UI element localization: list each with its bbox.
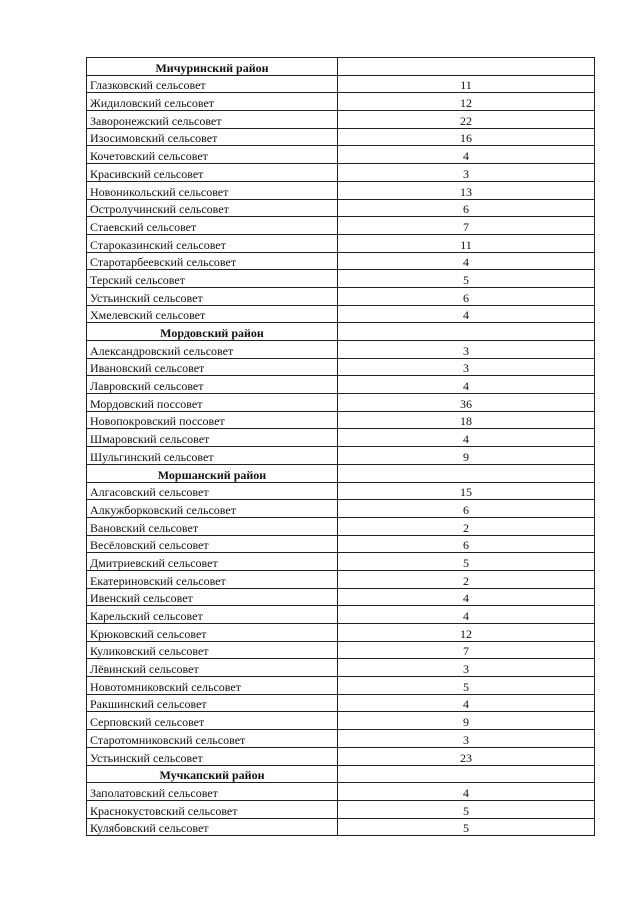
table-row (87, 606, 595, 624)
table-row (87, 694, 595, 712)
table-row (87, 712, 595, 730)
settlement-name: Ивенский сельсовет (87, 588, 338, 606)
settlement-name: Новопокровский поссовет (87, 411, 338, 429)
settlement-value: 3 (338, 164, 595, 182)
table-row (87, 341, 595, 359)
settlement-name: Старотомниковский сельсовет (87, 730, 338, 748)
table-row (87, 447, 595, 465)
table-row (87, 783, 595, 801)
table-row (87, 376, 595, 394)
settlement-value: 15 (338, 482, 595, 500)
settlement-name: Куликовский сельсовет (87, 641, 338, 659)
district-header-row (87, 58, 595, 76)
settlement-value: 9 (338, 712, 595, 730)
table-row (87, 641, 595, 659)
settlement-value: 2 (338, 570, 595, 588)
settlement-value: 4 (338, 783, 595, 801)
table-row (87, 164, 595, 182)
settlement-value: 5 (338, 818, 595, 836)
settlement-value: 13 (338, 181, 595, 199)
settlement-name: Серповский сельсовет (87, 712, 338, 730)
table-body (87, 58, 595, 836)
settlement-name: Старотарбеевский сельсовет (87, 252, 338, 270)
settlement-name: Кочетовский сельсовет (87, 146, 338, 164)
settlement-value: 7 (338, 217, 595, 235)
settlement-name: Изосимовский сельсовет (87, 128, 338, 146)
table-row (87, 677, 595, 695)
settlement-value: 4 (338, 588, 595, 606)
settlement-value: 4 (338, 252, 595, 270)
settlement-name: Остролучинский сельсовет (87, 199, 338, 217)
settlement-value: 5 (338, 270, 595, 288)
settlement-value: 4 (338, 606, 595, 624)
table-row (87, 659, 595, 677)
settlement-value: 4 (338, 305, 595, 323)
settlement-value: 4 (338, 146, 595, 164)
settlement-name: Александровский сельсовет (87, 341, 338, 359)
settlement-value: 5 (338, 553, 595, 571)
table-row (87, 234, 595, 252)
settlement-name: Ракшинский сельсовет (87, 694, 338, 712)
settlement-name: Жидиловский сельсовет (87, 93, 338, 111)
settlement-value: 36 (338, 394, 595, 412)
table-row (87, 800, 595, 818)
district-value-cell (338, 58, 595, 76)
settlement-value: 16 (338, 128, 595, 146)
table-row (87, 747, 595, 765)
settlement-name: Заполатовский сельсовет (87, 783, 338, 801)
settlement-value: 6 (338, 199, 595, 217)
table-row (87, 535, 595, 553)
district-value-cell (338, 323, 595, 341)
settlement-name: Устьинский сельсовет (87, 287, 338, 305)
settlement-value: 5 (338, 800, 595, 818)
settlement-name: Новотомниковский сельсовет (87, 677, 338, 695)
table-row (87, 429, 595, 447)
settlement-value: 9 (338, 447, 595, 465)
settlements-table (86, 57, 595, 836)
settlement-name: Алкужборковский сельсовет (87, 500, 338, 518)
table-row (87, 287, 595, 305)
table-row (87, 394, 595, 412)
table-row (87, 305, 595, 323)
settlement-name: Шульгинский сельсовет (87, 447, 338, 465)
settlement-value: 11 (338, 75, 595, 93)
table-row (87, 358, 595, 376)
settlement-value: 7 (338, 641, 595, 659)
table-row (87, 517, 595, 535)
table-row (87, 411, 595, 429)
table-row (87, 588, 595, 606)
table-row (87, 75, 595, 93)
table-row (87, 128, 595, 146)
settlement-value: 4 (338, 694, 595, 712)
table-row (87, 181, 595, 199)
settlement-name: Кулябовский сельсовет (87, 818, 338, 836)
table-row (87, 553, 595, 571)
settlement-name: Терский сельсовет (87, 270, 338, 288)
settlement-name: Новоникольский сельсовет (87, 181, 338, 199)
settlement-name: Карельский сельсовет (87, 606, 338, 624)
district-value-cell (338, 765, 595, 783)
settlement-value: 3 (338, 358, 595, 376)
district-header-row (87, 323, 595, 341)
settlement-value: 5 (338, 677, 595, 695)
settlement-name: Глазковский сельсовет (87, 75, 338, 93)
settlement-value: 12 (338, 93, 595, 111)
table-row (87, 500, 595, 518)
table-row (87, 252, 595, 270)
settlement-name: Стаевский сельсовет (87, 217, 338, 235)
settlement-name: Дмитриевский сельсовет (87, 553, 338, 571)
settlement-value: 11 (338, 234, 595, 252)
district-name: Мичуринский район (87, 58, 338, 76)
settlement-value: 4 (338, 429, 595, 447)
table-row (87, 217, 595, 235)
settlement-value: 6 (338, 500, 595, 518)
table-row (87, 818, 595, 836)
settlement-name: Екатериновский сельсовет (87, 570, 338, 588)
settlement-name: Шмаровский сельсовет (87, 429, 338, 447)
table-row (87, 93, 595, 111)
settlement-value: 6 (338, 287, 595, 305)
table-row (87, 199, 595, 217)
table-row (87, 570, 595, 588)
settlement-name: Весёловский сельсовет (87, 535, 338, 553)
settlement-value: 3 (338, 730, 595, 748)
table-row (87, 270, 595, 288)
settlement-name: Лёвинский сельсовет (87, 659, 338, 677)
settlement-name: Красивский сельсовет (87, 164, 338, 182)
settlement-value: 23 (338, 747, 595, 765)
settlement-name: Лавровский сельсовет (87, 376, 338, 394)
settlement-value: 18 (338, 411, 595, 429)
table-row (87, 111, 595, 129)
settlement-name: Мордовский поссовет (87, 394, 338, 412)
district-header-row (87, 464, 595, 482)
table-row (87, 624, 595, 642)
settlement-name: Хмелевский сельсовет (87, 305, 338, 323)
district-header-row (87, 765, 595, 783)
settlement-name: Алгасовский сельсовет (87, 482, 338, 500)
settlement-name: Краснокустовский сельсовет (87, 800, 338, 818)
settlement-name: Крюковский сельсовет (87, 624, 338, 642)
settlement-name: Ивановский сельсовет (87, 358, 338, 376)
settlement-value: 6 (338, 535, 595, 553)
settlement-value: 3 (338, 341, 595, 359)
settlement-name: Устьинский сельсовет (87, 747, 338, 765)
district-name: Мучкапский район (87, 765, 338, 783)
settlement-value: 4 (338, 376, 595, 394)
settlement-name: Заворонежский сельсовет (87, 111, 338, 129)
settlement-value: 12 (338, 624, 595, 642)
table-row (87, 146, 595, 164)
district-name: Мордовский район (87, 323, 338, 341)
settlement-value: 22 (338, 111, 595, 129)
settlement-value: 3 (338, 659, 595, 677)
table-row (87, 482, 595, 500)
settlement-name: Староказинский сельсовет (87, 234, 338, 252)
table-row (87, 730, 595, 748)
settlement-value: 2 (338, 517, 595, 535)
district-value-cell (338, 464, 595, 482)
district-name: Моршанский район (87, 464, 338, 482)
settlement-name: Вановский сельсовет (87, 517, 338, 535)
